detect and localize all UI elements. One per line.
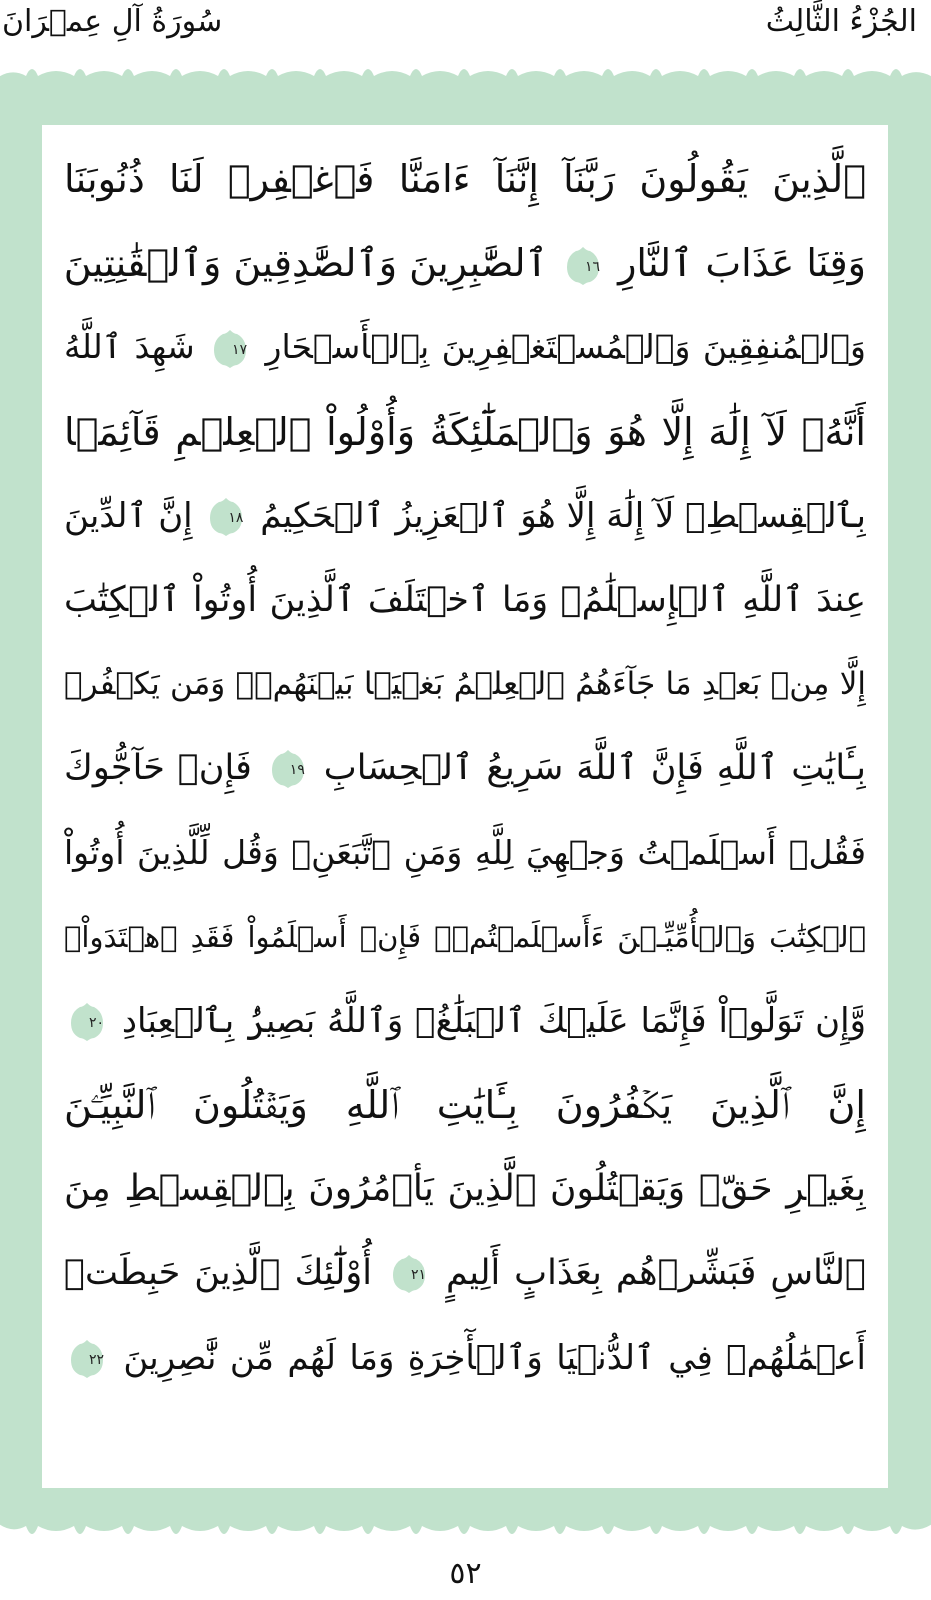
verse-number-marker bbox=[209, 497, 243, 537]
text-line bbox=[64, 1147, 866, 1231]
text-line bbox=[64, 1316, 866, 1400]
verse-text: ٱلصَّٰبِرِينَ وَٱلصَّٰدِقِينَ وَٱلۡقَٰنِتِينَ bbox=[64, 241, 548, 286]
verse-number: ٢١ bbox=[410, 1267, 426, 1284]
verse-text: فَإِنۡ حَآجُّوكَ bbox=[64, 748, 252, 789]
verse-text: أَنَّهُۥ لَآ إِلَٰهَ إِلَّا هُوَ وَٱلۡمَلَٰٓئِكَةُ وَأُوْلُواْ ٱلۡعِلۡمِ قَآئِمَۢا bbox=[64, 409, 866, 454]
verse-text: أَعۡمَٰلُهُمۡ فِي ٱلدُّنۡيَا وَٱلۡأٓخِرَةِ وَمَا لَهُم مِّن نَّٰصِرِينَ bbox=[123, 1337, 866, 1378]
verse-text: فَقُلۡ أَسۡلَمۡتُ وَجۡهِيَ لِلَّهِ وَمَنِ ٱتَّبَعَنِۗ وَقُل لِّلَّذِينَ أُوتُواْ bbox=[64, 832, 866, 872]
verse-number: ١٦ bbox=[584, 258, 600, 275]
text-line bbox=[64, 726, 866, 810]
juz-title: الجُزْءُ الثَّالِثُ bbox=[765, 4, 917, 39]
verse-number: ١٧ bbox=[232, 341, 248, 358]
verse-number-marker bbox=[566, 246, 600, 286]
verse-text: بِٱلۡقِسۡطِۚ لَآ إِلَٰهَ إِلَّا هُوَ ٱلۡعَزِيزُ ٱلۡحَكِيمُ bbox=[260, 495, 866, 536]
text-line bbox=[64, 558, 866, 642]
quran-text bbox=[64, 137, 866, 1488]
verse-number-marker bbox=[70, 1002, 104, 1042]
verse-text: بِـَٔايَٰتِ ٱللَّهِ فَإِنَّ ٱللَّهَ سَرِيعُ ٱلۡحِسَابِ bbox=[323, 748, 866, 789]
text-line bbox=[64, 642, 866, 726]
verse-text: إِنَّ ٱلَّذِينَ يَكۡفُرُونَ بِـَٔايَٰتِ ٱللَّهِ وَيَقۡتُلُونَ ٱلنَّبِيِّـۧنَ bbox=[64, 1083, 866, 1128]
verse-number: ١٨ bbox=[228, 510, 244, 527]
verse-text: وَٱلۡمُنفِقِينَ وَٱلۡمُسۡتَغۡفِرِينَ بِٱلۡأَسۡحَارِ bbox=[265, 327, 866, 367]
verse-number-marker bbox=[70, 1339, 104, 1379]
verse-text: إِلَّا مِنۢ بَعۡدِ مَا جَآءَهُمُ ٱلۡعِلۡمُ بَغۡيَۢا بَيۡنَهُمۡۗ وَمَن يَكۡفُرۡ bbox=[64, 666, 866, 703]
text-line bbox=[64, 474, 866, 558]
text-line bbox=[64, 979, 866, 1063]
text-line bbox=[64, 137, 866, 221]
page-number: ٥٢ bbox=[449, 1556, 482, 1591]
verse-number-marker bbox=[392, 1254, 426, 1294]
verse-text: أُوْلَٰٓئِكَ ٱلَّذِينَ حَبِطَتۡ bbox=[64, 1253, 372, 1294]
text-panel bbox=[42, 125, 888, 1488]
surah-title: سُورَةُ آلِ عِمۡرَانَ bbox=[2, 4, 223, 39]
page-frame bbox=[0, 60, 931, 1542]
verse-text: ٱلنَّاسِ فَبَشِّرۡهُم بِعَذَابٍ أَلِيمٍ bbox=[445, 1253, 866, 1294]
verse-text: ٱلۡكِتَٰبَ وَٱلۡأُمِّيِّـۧنَ ءَأَسۡلَمۡتُمۡۚ فَإِنۡ أَسۡلَمُواْ فَقَدِ ٱهۡتَدَواْۖ bbox=[64, 919, 866, 954]
verse-number-marker bbox=[271, 749, 305, 789]
text-line bbox=[64, 305, 866, 389]
verse-number: ٢٠ bbox=[88, 1015, 104, 1032]
text-line bbox=[64, 1063, 866, 1147]
text-line bbox=[64, 895, 866, 979]
verse-text: عِندَ ٱللَّهِ ٱلۡإِسۡلَٰمُۗ وَمَا ٱخۡتَلَفَ ٱلَّذِينَ أُوتُواْ ٱلۡكِتَٰبَ bbox=[64, 579, 866, 620]
page-header bbox=[0, 0, 931, 58]
verse-number: ١٩ bbox=[289, 762, 305, 779]
verse-number: ٢٢ bbox=[88, 1352, 104, 1369]
verse-text: بِغَيۡرِ حَقّٖ وَيَقۡتُلُونَ ٱلَّذِينَ يَأۡمُرُونَ بِٱلۡقِسۡطِ مِنَ bbox=[64, 1168, 866, 1210]
text-line bbox=[64, 221, 866, 305]
verse-text: إِنَّ ٱلدِّينَ bbox=[64, 495, 193, 536]
text-line bbox=[64, 811, 866, 895]
verse-text: وَقِنَا عَذَابَ ٱلنَّارِ bbox=[618, 241, 866, 286]
verse-text: وَّإِن تَوَلَّوۡاْ فَإِنَّمَا عَلَيۡكَ ٱلۡبَلَٰغُۗ وَٱللَّهُ بَصِيرُۢ بِٱلۡعِبَادِ bbox=[121, 1000, 866, 1041]
text-line bbox=[64, 390, 866, 474]
text-line bbox=[64, 1231, 866, 1315]
verse-text: شَهِدَ ٱللَّهُ bbox=[64, 327, 195, 367]
verse-text: ٱلَّذِينَ يَقُولُونَ رَبَّنَآ إِنَّنَآ ءَامَنَّا فَٱغۡفِرۡ لَنَا ذُنُوبَنَا bbox=[64, 157, 866, 201]
verse-number-marker bbox=[213, 329, 247, 369]
